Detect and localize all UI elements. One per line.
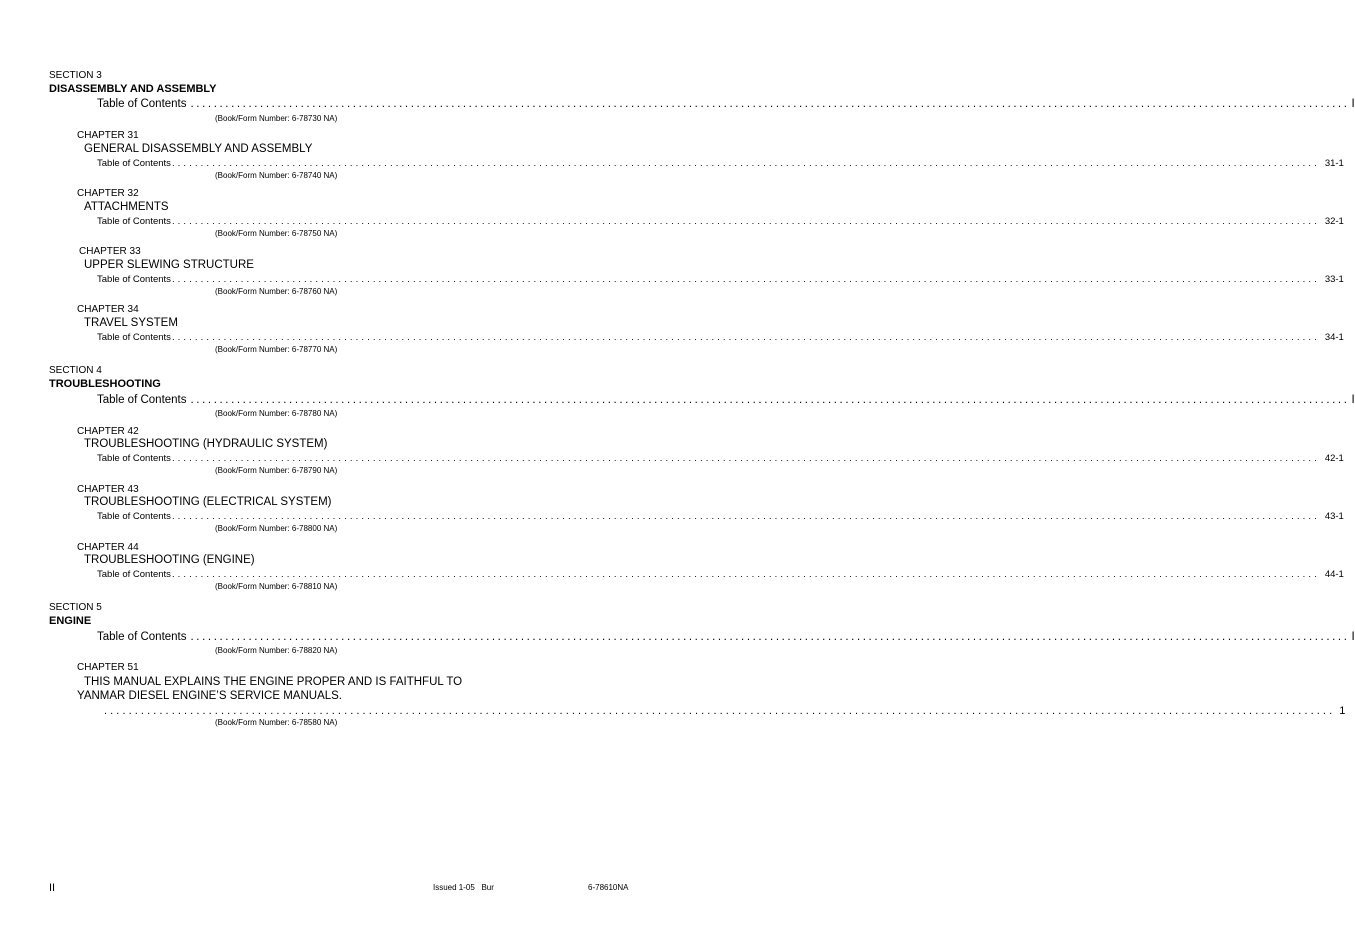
chapter-43-book-number: (Book/Form Number: 6-78800 NA) bbox=[215, 524, 338, 533]
toc-leader-dots: ........................................................................................................................................................................................................ bbox=[171, 158, 1320, 169]
chapter-32-toc-entry[interactable] bbox=[97, 216, 1344, 227]
chapter-51-label: CHAPTER 51 bbox=[77, 662, 139, 673]
section-3-toc-entry[interactable] bbox=[97, 98, 1355, 111]
chapter-31-label: CHAPTER 31 bbox=[77, 130, 139, 141]
toc-page-number: 42-1 bbox=[1324, 453, 1344, 464]
chapter-34-label: CHAPTER 34 bbox=[77, 304, 139, 315]
chapter-32-book-number: (Book/Form Number: 6-78750 NA) bbox=[215, 229, 338, 238]
toc-page-number: I bbox=[1351, 631, 1355, 643]
toc-leader-dots: ........................................................................................................................................................................................................ bbox=[190, 98, 1350, 110]
section-3-book-number: (Book/Form Number: 6-78730 NA) bbox=[215, 114, 338, 123]
toc-leader-dots: ........................................................................................................................................................................................................ bbox=[171, 332, 1320, 343]
footer-form-number: 6-78610NA bbox=[588, 883, 629, 892]
chapter-31-toc-entry[interactable] bbox=[97, 158, 1344, 169]
toc-leader-dots: ........................................................................................................................................................................................................ bbox=[171, 274, 1320, 285]
toc-page-number: 1 bbox=[1339, 705, 1346, 717]
toc-leader-dots: ........................................................................................................................................................................................................ bbox=[190, 394, 1350, 406]
chapter-33-title: UPPER SLEWING STRUCTURE bbox=[84, 259, 254, 271]
toc-page-number: 44-1 bbox=[1324, 569, 1344, 580]
toc-leader-dots: ........................................................................................................................................................................................................ bbox=[190, 631, 1350, 643]
toc-page-number: 34-1 bbox=[1324, 332, 1344, 343]
chapter-42-label: CHAPTER 42 bbox=[77, 426, 139, 437]
toc-leader-dots: ........................................................................................................................................................................................................ bbox=[104, 705, 1336, 717]
chapter-42-title: TROUBLESHOOTING (HYDRAULIC SYSTEM) bbox=[84, 438, 328, 450]
toc-leader-dots: ........................................................................................................................................................................................................ bbox=[171, 453, 1320, 464]
chapter-42-toc-entry[interactable] bbox=[97, 453, 1344, 464]
footer-issued: Issued 1-05 Bur bbox=[433, 883, 494, 892]
chapter-34-toc-entry[interactable] bbox=[97, 332, 1344, 343]
chapter-43-toc-entry[interactable] bbox=[97, 511, 1344, 522]
toc-label: Table of Contents bbox=[97, 394, 187, 406]
chapter-31-book-number: (Book/Form Number: 6-78740 NA) bbox=[215, 171, 338, 180]
toc-label: Table of Contents bbox=[97, 631, 187, 643]
section-5-title: ENGINE bbox=[49, 615, 92, 627]
toc-label: Table of Contents bbox=[97, 216, 171, 227]
section-4-title: TROUBLESHOOTING bbox=[49, 378, 161, 390]
toc-label: Table of Contents bbox=[97, 158, 171, 169]
section-4-toc-entry[interactable] bbox=[97, 394, 1355, 407]
section-5-label: SECTION 5 bbox=[49, 602, 102, 613]
toc-leader-dots: ........................................................................................................................................................................................................ bbox=[171, 216, 1320, 227]
toc-page-number: 31-1 bbox=[1324, 158, 1344, 169]
toc-label: Table of Contents bbox=[97, 569, 171, 580]
chapter-44-label: CHAPTER 44 bbox=[77, 542, 139, 553]
chapter-51-title-line-2: YANMAR DIESEL ENGINE’S SERVICE MANUALS. bbox=[77, 690, 342, 702]
chapter-51-book-number: (Book/Form Number: 6-78580 NA) bbox=[215, 718, 338, 727]
toc-page-number: 43-1 bbox=[1324, 511, 1344, 522]
chapter-44-book-number: (Book/Form Number: 6-78810 NA) bbox=[215, 582, 338, 591]
section-4-book-number: (Book/Form Number: 6-78780 NA) bbox=[215, 409, 338, 418]
section-4-label: SECTION 4 bbox=[49, 365, 102, 376]
section-5-toc-entry[interactable] bbox=[97, 631, 1355, 644]
footer-page-number: II bbox=[49, 882, 56, 894]
toc-label: Table of Contents bbox=[97, 453, 171, 464]
chapter-32-title: ATTACHMENTS bbox=[84, 201, 169, 213]
chapter-44-title: TROUBLESHOOTING (ENGINE) bbox=[84, 554, 255, 566]
section-3-title: DISASSEMBLY AND ASSEMBLY bbox=[49, 83, 217, 95]
section-5-book-number: (Book/Form Number: 6-78820 NA) bbox=[215, 646, 338, 655]
chapter-34-book-number: (Book/Form Number: 6-78770 NA) bbox=[215, 345, 338, 354]
chapter-32-label: CHAPTER 32 bbox=[77, 188, 139, 199]
toc-leader-dots: ........................................................................................................................................................................................................ bbox=[171, 569, 1320, 580]
chapter-44-toc-entry[interactable] bbox=[97, 569, 1344, 580]
toc-label: Table of Contents bbox=[97, 98, 187, 110]
chapter-33-book-number: (Book/Form Number: 6-78760 NA) bbox=[215, 287, 338, 296]
chapter-51-toc-entry[interactable] bbox=[104, 705, 1346, 717]
chapter-33-toc-entry[interactable] bbox=[97, 274, 1344, 285]
chapter-34-title: TRAVEL SYSTEM bbox=[84, 317, 178, 329]
chapter-43-title: TROUBLESHOOTING (ELECTRICAL SYSTEM) bbox=[84, 496, 332, 508]
toc-page-number: 33-1 bbox=[1324, 274, 1344, 285]
toc-page-number: I bbox=[1351, 394, 1355, 406]
toc-label: Table of Contents bbox=[97, 332, 171, 343]
chapter-43-label: CHAPTER 43 bbox=[77, 484, 139, 495]
toc-label: Table of Contents bbox=[97, 511, 171, 522]
chapter-33-label: CHAPTER 33 bbox=[79, 246, 141, 257]
chapter-42-book-number: (Book/Form Number: 6-78790 NA) bbox=[215, 466, 338, 475]
toc-page-number: 32-1 bbox=[1324, 216, 1344, 227]
toc-leader-dots: ........................................................................................................................................................................................................ bbox=[171, 511, 1320, 522]
section-3-label: SECTION 3 bbox=[49, 70, 102, 81]
toc-label: Table of Contents bbox=[97, 274, 171, 285]
chapter-51-title-line-1: THIS MANUAL EXPLAINS THE ENGINE PROPER AND IS FAITHFUL TO bbox=[84, 676, 463, 688]
toc-page-number: I bbox=[1351, 98, 1355, 110]
chapter-31-title: GENERAL DISASSEMBLY AND ASSEMBLY bbox=[84, 143, 313, 155]
